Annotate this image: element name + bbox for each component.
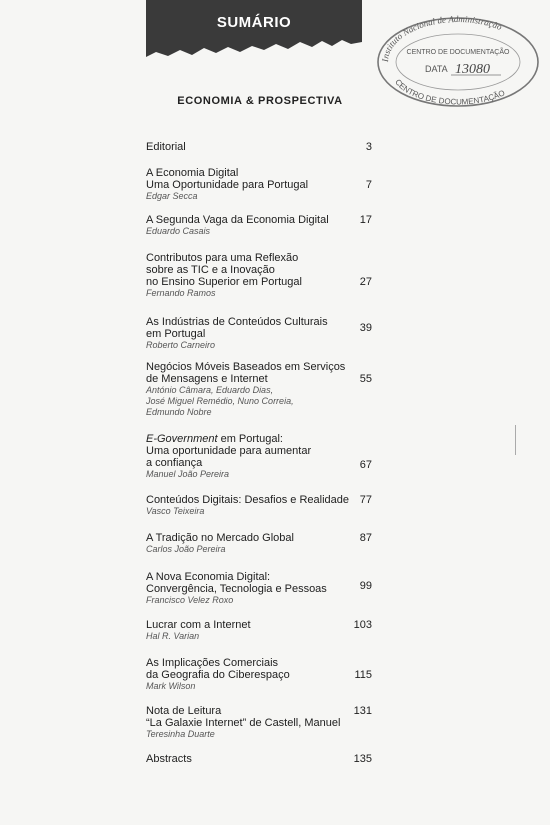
svg-text:CENTRO DE DOCUMENTAÇÃO (393, 78, 506, 107)
stamp-line: CENTRO DE DOCUMENTAÇÃO (406, 49, 510, 56)
toc-page-number: 7 (365, 179, 372, 191)
toc-entry-author (146, 288, 371, 299)
toc-page-number: 39 (359, 322, 372, 334)
toc-entry-author (146, 681, 371, 692)
toc-author-line: Francisco Velez Roxo (146, 595, 234, 605)
toc-entry-title (146, 214, 371, 226)
toc-title-line: Contributos para uma Reflexão (146, 252, 299, 264)
toc-title-text: em Portugal: (217, 433, 283, 445)
toc-entry-author (146, 385, 371, 418)
toc-entry-title (146, 252, 371, 288)
toc-entry-title (146, 316, 371, 340)
toc-title-line: Negócios Móveis Baseados em Serviços (146, 361, 346, 373)
toc-entry-title (146, 141, 371, 153)
toc-title-line: no Ensino Superior em Portugal (146, 276, 302, 288)
toc-title-line: sobre as TIC e a Inovação (146, 264, 275, 276)
section-heading: ECONOMIA & PROSPECTIVA (177, 95, 343, 107)
toc-entry (146, 571, 371, 606)
toc-author-line: Hal R. Varian (146, 631, 200, 641)
toc-page-number: 115 (354, 669, 372, 681)
toc-entry-title (146, 433, 371, 469)
toc-entry-title (146, 532, 371, 544)
toc-page-number: 87 (359, 532, 372, 544)
toc-entry (146, 657, 371, 692)
toc-entry-title (146, 361, 371, 385)
toc-page-number: 27 (359, 276, 372, 288)
toc-entry (146, 316, 371, 351)
toc-entry (146, 361, 371, 418)
toc-page-number: 77 (359, 494, 372, 506)
toc-entry (146, 167, 371, 202)
toc-page-number: 67 (359, 459, 372, 471)
toc-entry-title (146, 619, 371, 631)
toc-entry-author (146, 544, 371, 555)
toc-entry-title (146, 705, 371, 729)
toc-entry-title (146, 571, 371, 595)
toc-title-line: A Nova Economia Digital: (146, 571, 271, 583)
toc-title-line: da Geografia do Ciberespaço (146, 669, 290, 681)
toc-entry-author (146, 506, 371, 517)
toc-entry-author (146, 631, 371, 642)
toc-entry-author (146, 469, 371, 480)
toc-title-line: A Economia Digital (146, 167, 239, 179)
toc-author-line: António Câmara, Eduardo Dias, (146, 385, 274, 395)
toc-title-line: Lucrar com a Internet (146, 619, 251, 631)
stamp-top-text: Instituto Nacional de Administração (379, 13, 504, 63)
toc-title-line: Abstracts (146, 753, 192, 765)
toc-entry (146, 252, 371, 299)
toc-title-line: Convergência, Tecnologia e Pessoas (146, 583, 327, 595)
toc-title-line: As Implicações Comerciais (146, 657, 279, 669)
toc-entry-author (146, 340, 371, 351)
toc-entry-title (146, 494, 371, 506)
stamp-bottom-text: CENTRO DE DOCUMENTAÇÃO (393, 77, 507, 107)
toc-title-line: A Segunda Vaga da Economia Digital (146, 214, 329, 226)
toc-title-line: Conteúdos Digitais: Desafios e Realidade (146, 494, 350, 506)
scan-mark (515, 425, 516, 455)
toc-author-line: José Miguel Remédio, Nuno Correia, (146, 396, 294, 406)
toc-entry-title (146, 753, 371, 765)
toc-entry (146, 433, 371, 480)
toc-entry-title (146, 167, 371, 191)
page-title: SUMÁRIO (216, 14, 292, 31)
toc-title-line: As Indústrias de Conteúdos Culturais (146, 316, 328, 328)
toc-page-number: 17 (359, 214, 372, 226)
toc-page-number: 135 (353, 753, 372, 765)
toc-author-line: Edgar Secca (146, 191, 198, 201)
toc-title-line (146, 433, 371, 445)
toc-page-number: 99 (359, 580, 372, 592)
toc-page-number: 131 (353, 705, 372, 717)
library-stamp (373, 10, 543, 108)
toc-entry-title (146, 657, 371, 681)
toc-title-line: Editorial (146, 141, 186, 153)
toc-title-line: “La Galaxie Internet” de Castell, Manuel (146, 717, 341, 729)
toc-title-line: Nota de Leitura (146, 705, 222, 717)
toc-author-line: Vasco Teixeira (146, 506, 205, 516)
toc-entry (146, 705, 371, 740)
toc-entry-author (146, 729, 371, 740)
toc-entry (146, 141, 371, 153)
toc-title-line: Uma Oportunidade para Portugal (146, 179, 309, 191)
toc-page-number: 3 (365, 141, 372, 153)
toc-author-line: Mark Wilson (146, 681, 196, 691)
toc-page-number: 55 (359, 373, 372, 385)
toc-entry (146, 619, 371, 642)
toc-author-line: Carlos João Pereira (146, 544, 226, 554)
toc-entry (146, 532, 371, 555)
toc-entry (146, 494, 371, 517)
toc-author-line: Eduardo Casais (146, 226, 211, 236)
toc-author-line: Roberto Carneiro (146, 340, 216, 350)
toc-title-line: A Tradição no Mercado Global (146, 532, 294, 544)
toc-title-line: de Mensagens e Internet (146, 373, 268, 385)
toc-page-number: 103 (353, 619, 372, 631)
toc-entry (146, 214, 371, 237)
toc-author-line: Teresinha Duarte (146, 729, 215, 739)
toc-entry-author (146, 595, 371, 606)
toc-author-line: Fernando Ramos (146, 288, 216, 298)
stamp-date-label: DATA (425, 64, 448, 74)
toc-title-line: em Portugal (146, 328, 206, 340)
toc-entry (146, 753, 371, 765)
toc-title-line: Uma oportunidade para aumentar (146, 445, 312, 457)
toc-title-italic: E-Government (146, 433, 218, 445)
toc-entry-author (146, 191, 371, 202)
toc-author-line: Manuel João Pereira (146, 469, 230, 479)
toc-title-line: a confiança (146, 457, 203, 469)
toc-author-line: Edmundo Nobre (146, 407, 212, 417)
stamp-date-value: 13080 (455, 62, 490, 77)
toc-entry-author (146, 226, 371, 237)
